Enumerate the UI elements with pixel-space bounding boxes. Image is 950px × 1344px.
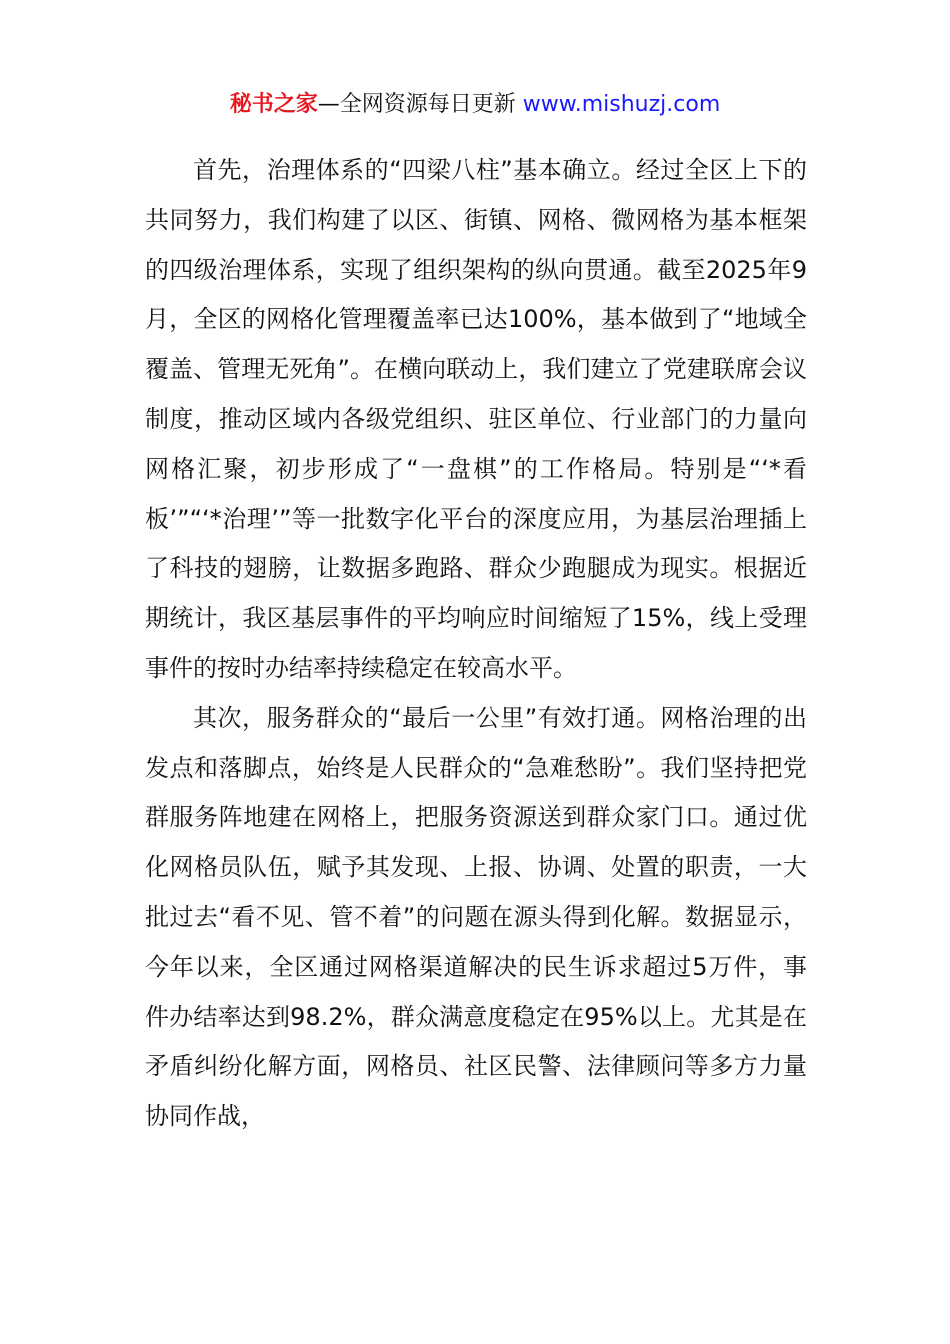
brand-name: 秘书之家 — [229, 92, 318, 117]
site-url-link[interactable]: www.mishuzj.com — [522, 92, 721, 117]
paragraph-service-last-mile: 其次，服务群众的“最后一公里”有效打通。网格治理的出发点和落脚点，始终是人民群众的“急难愁盼”。我们坚持把党群服务阵地建在网格上，把服务资源送到群众家门口。通过优化网格员队伍，赋予其发现、上报、协调、处置的职责，一大批过去“看不见、管不着”的问题在源头得到化解。数据显示，今年以来，全区通过网格渠道解决的民生诉求超过5万件，事件办结率达到98.2%，群众满意度稳定在95%以上。尤其是在矛盾纠纷化解方面，网格员、社区民警、法律顾问等多方力量协同作战， — [145, 703, 807, 1131]
header-tagline: —全网资源每日更新 — [317, 92, 523, 117]
paragraph-governance-system: 首先，治理体系的“四梁八柱”基本确立。经过全区上下的共同努力，我们构建了以区、街镇、网格、微网格为基本框架的四级治理体系，实现了组织架构的纵向贯通。截至2025年9月，全区的网格化管理覆盖率已达100%，基本做到了“地域全覆盖、管理无死角”。在横向联动上，我们建立了党建联席会议制度，推动区域内各级党组织、驻区单位、行业部门的力量向网格汇聚，初步形成了“一盘棋”的工作格局。特别是“‘*看板’”“‘*治理’”等一批数字化平台的深度应用，为基层治理插上了科技的翅膀，让数据多跑路、群众少跑腿成为现实。根据近期统计，我区基层事件的平均响应时间缩短了15%，线上受理事件的按时办结率持续稳定在较高水平。 — [145, 156, 807, 682]
document-body — [145, 146, 807, 1142]
site-header — [0, 88, 950, 122]
